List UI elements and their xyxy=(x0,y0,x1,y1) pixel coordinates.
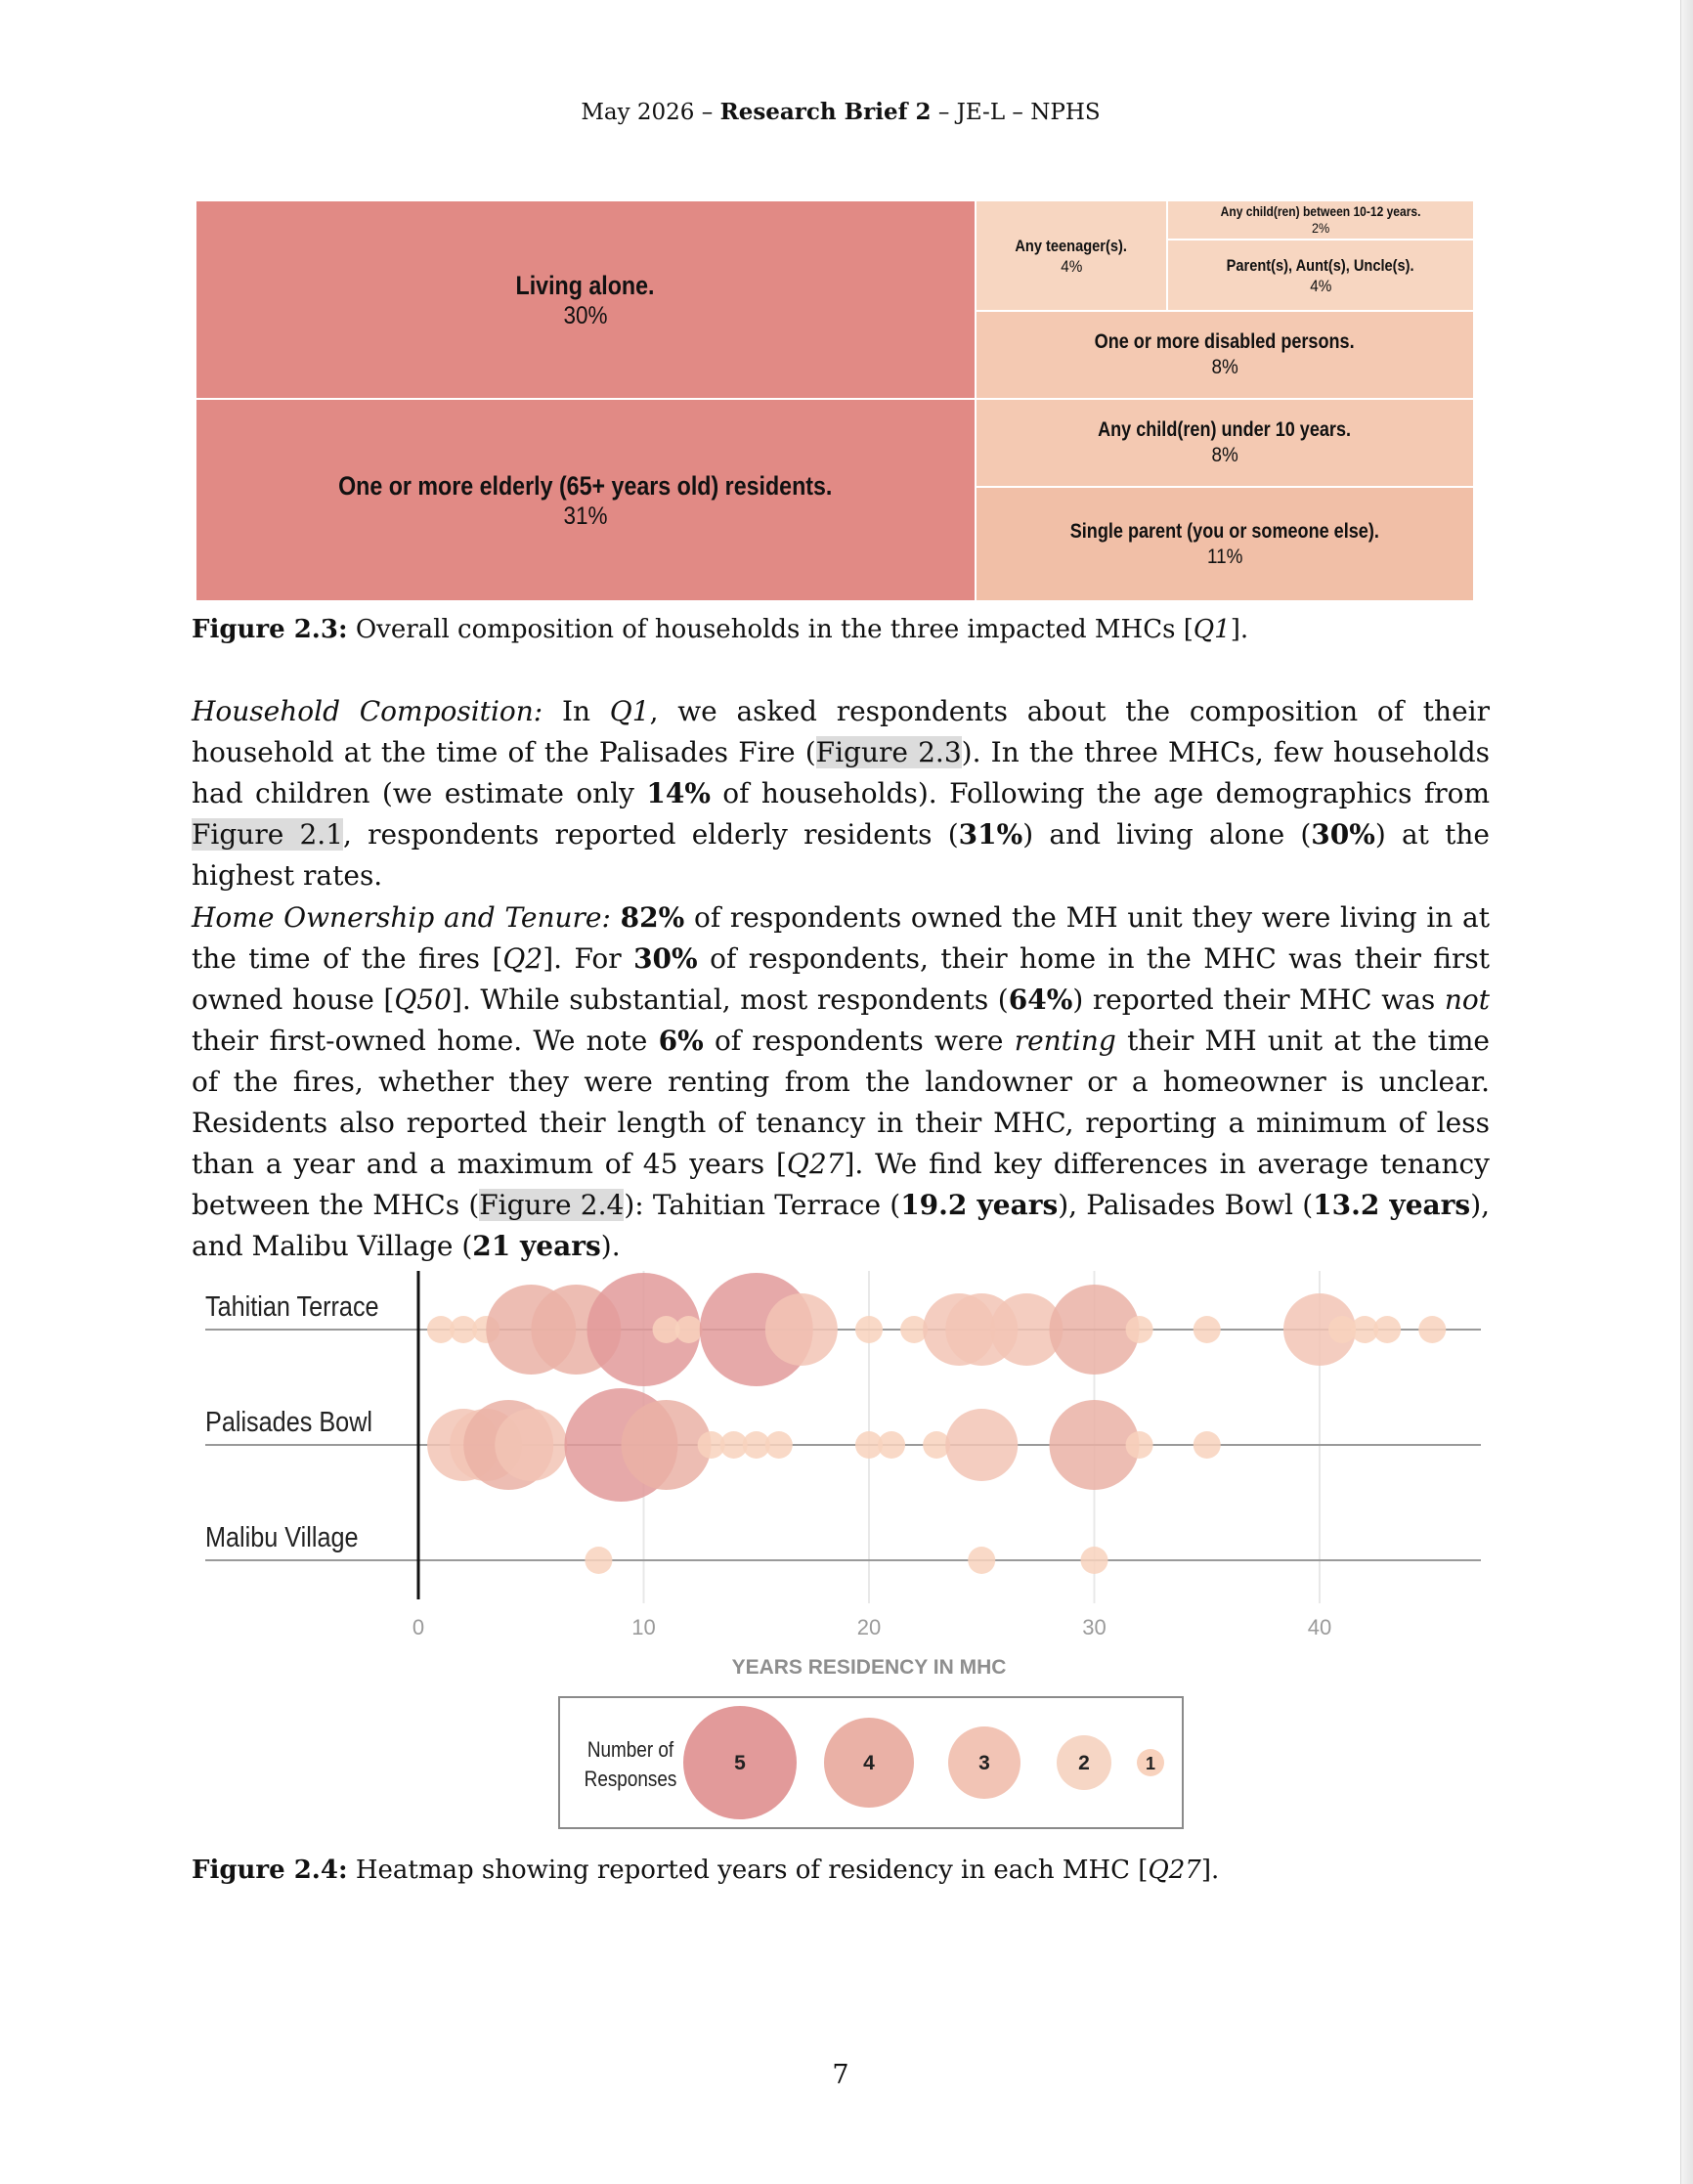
tile-label: Any teenager(s). xyxy=(1015,236,1128,255)
tile-label: Any child(ren) under 10 years. xyxy=(1098,418,1352,441)
para-text: ]. For xyxy=(543,942,634,975)
bubble-point xyxy=(1194,1316,1221,1343)
figure-link[interactable]: Figure 2.1 xyxy=(192,818,344,851)
emphasis: renting xyxy=(1014,1025,1116,1057)
legend-title: Number of Responses xyxy=(584,1737,677,1791)
legend-count-label: 5 xyxy=(734,1752,746,1774)
tile-value: 4% xyxy=(1060,256,1083,276)
stat-bold: 30% xyxy=(633,942,698,975)
tile-value: 8% xyxy=(1211,356,1238,378)
stat-bold: 21 years xyxy=(472,1230,601,1262)
caption-text-end: ]. xyxy=(1230,615,1249,644)
figure-link[interactable]: Figure 2.3 xyxy=(815,736,962,768)
para-lead: Home Ownership and Tenure: xyxy=(192,901,611,934)
bubble-point xyxy=(968,1547,995,1574)
para-text: of respondents, their home in the MHC was their first owned house [ xyxy=(192,942,1490,1016)
bubble-point xyxy=(1081,1547,1108,1574)
page-edge xyxy=(1680,0,1693,2184)
para-text: , respondents reported elderly residents ( xyxy=(343,818,959,851)
row-label: Malibu Village xyxy=(205,1520,359,1553)
tile-label: Single parent (you or someone else). xyxy=(1069,519,1380,543)
para-text: ]. While substantial, most respondents ( xyxy=(451,983,1009,1016)
household-composition-treemap xyxy=(195,199,1475,602)
tile-value: 11% xyxy=(1206,545,1243,568)
tile-label: Living alone. xyxy=(516,270,655,300)
figure-2-4-caption xyxy=(192,1854,1219,1887)
para-text: ). xyxy=(600,1230,621,1262)
treemap-tile-children-under-10 xyxy=(975,398,1475,488)
stat-bold: 19.2 years xyxy=(900,1189,1059,1221)
row-label: Palisades Bowl xyxy=(205,1405,373,1438)
treemap-tile-children-10-12 xyxy=(1166,199,1475,240)
home-ownership-paragraph xyxy=(192,897,1490,1267)
bubble-point xyxy=(878,1431,905,1459)
question-ref: Q1 xyxy=(609,695,650,727)
figure-link[interactable]: Figure 2.4 xyxy=(479,1189,625,1221)
tile-value: 2% xyxy=(1311,220,1330,236)
legend-count-label: 1 xyxy=(1145,1754,1156,1773)
bubble-point xyxy=(1194,1431,1221,1459)
legend-count-label: 4 xyxy=(863,1752,875,1774)
tile-label: One or more disabled persons. xyxy=(1095,330,1355,353)
stat-bold: 64% xyxy=(1008,983,1073,1016)
treemap-tile-disabled xyxy=(975,310,1475,400)
header-date: May 2026 – xyxy=(581,100,714,125)
x-tick-label: 20 xyxy=(856,1615,882,1639)
bubble-point xyxy=(765,1431,793,1459)
legend-svg xyxy=(560,1698,1182,1827)
caption-label: Figure 2.3: xyxy=(192,615,348,644)
legend-count-label: 3 xyxy=(978,1752,990,1774)
bubble-chart-svg xyxy=(186,1251,1505,1701)
tile-value: 30% xyxy=(563,301,608,329)
row-label: Tahitian Terrace xyxy=(205,1289,379,1323)
emphasis: not xyxy=(1444,983,1490,1016)
figure-2-3-caption xyxy=(192,613,1248,646)
caption-label: Figure 2.4: xyxy=(192,1856,348,1885)
stat-bold: 6% xyxy=(658,1025,704,1057)
para-text: of households). Following the age demographics from xyxy=(710,777,1490,809)
para-text: In xyxy=(543,695,610,727)
para-text: their MH unit at the time of the fires, whether they were renting from the landowner or a homeowner is unclear. Residents also reported their length of tenancy in their MHC, reporting a minimum of less than a year and a maximum of 45 years [ xyxy=(192,1025,1490,1180)
treemap-tile-parents-relatives xyxy=(1166,239,1475,312)
bubble-point xyxy=(675,1316,703,1343)
x-tick-label: 30 xyxy=(1082,1615,1107,1639)
caption-text: Heatmap showing reported years of residency in each MHC [ xyxy=(355,1856,1149,1885)
household-composition-paragraph xyxy=(192,691,1490,896)
header-brief: Research Brief 2 xyxy=(719,99,932,125)
caption-text-end: ]. xyxy=(1200,1856,1220,1885)
para-text: ), and Malibu Village ( xyxy=(192,1189,1491,1262)
tile-label: Any child(ren) between 10-12 years. xyxy=(1220,203,1421,219)
stat-bold: 31% xyxy=(958,818,1023,851)
bubble-point xyxy=(945,1409,1018,1481)
tile-label: Parent(s), Aunt(s), Uncle(s). xyxy=(1227,255,1414,275)
tile-value: 31% xyxy=(563,502,608,530)
bubble-point xyxy=(765,1293,838,1366)
para-text: ]. We find key differences in average tenancy between the MHCs ( xyxy=(192,1148,1491,1221)
x-tick-label: 10 xyxy=(631,1615,656,1639)
bubble-point xyxy=(855,1316,883,1343)
caption-question: Q27 xyxy=(1148,1856,1201,1885)
question-ref: Q2 xyxy=(502,942,543,975)
caption-text: Overall composition of households in the three impacted MHCs [ xyxy=(355,615,1194,644)
bubble-point xyxy=(1418,1316,1446,1343)
para-text: ). In the three MHCs, few households had children (we estimate only xyxy=(192,736,1490,809)
stat-bold: 14% xyxy=(646,777,711,809)
bubble-point xyxy=(1126,1316,1153,1343)
x-axis-title: YEARS RESIDENCY IN MHC xyxy=(731,1656,1007,1679)
x-tick-label: 40 xyxy=(1307,1615,1332,1639)
treemap-tile-single-parent xyxy=(975,486,1475,602)
bubble-size-legend xyxy=(558,1696,1184,1829)
question-ref: Q50 xyxy=(394,983,452,1016)
para-text: ) and living alone ( xyxy=(1022,818,1312,851)
para-text: their first-owned home. We note xyxy=(192,1025,659,1057)
caption-question: Q1 xyxy=(1193,615,1231,644)
page-number: 7 xyxy=(832,2060,849,2090)
para-text: of respondents owned the MH unit they were living in at the time of the fires [ xyxy=(192,901,1490,975)
para-text: ): Tahitian Terrace ( xyxy=(624,1189,901,1221)
treemap-tile-living-alone xyxy=(195,199,977,400)
tile-label: One or more elderly (65+ years old) residents. xyxy=(338,470,833,501)
para-lead: Household Composition: xyxy=(192,695,543,727)
stat-bold: 30% xyxy=(1311,818,1375,851)
bubble-point xyxy=(495,1409,567,1481)
para-text: ) reported their MHC was xyxy=(1072,983,1445,1016)
treemap-tile-elderly xyxy=(195,398,977,602)
legend-count-label: 2 xyxy=(1078,1752,1090,1774)
stat-bold: 13.2 years xyxy=(1313,1189,1471,1221)
header-rest: – JE-L – NPHS xyxy=(937,100,1101,125)
question-ref: Q27 xyxy=(786,1148,845,1180)
tile-value: 4% xyxy=(1309,276,1332,295)
para-text: ) at the highest rates. xyxy=(192,818,1490,892)
bubble-point xyxy=(1126,1431,1153,1459)
para-text: , we asked respondents about the composition of their household at the time of the Palisades Fire ( xyxy=(192,695,1490,768)
treemap-tile-teenagers xyxy=(975,199,1168,312)
tile-value: 8% xyxy=(1211,444,1238,466)
bubble-point xyxy=(585,1547,612,1574)
para-text: ), Palisades Bowl ( xyxy=(1058,1189,1314,1221)
stat-bold: 82% xyxy=(620,901,685,934)
para-text: of respondents were xyxy=(703,1025,1015,1057)
x-tick-label: 0 xyxy=(412,1615,425,1639)
page-header xyxy=(0,98,1681,127)
bubble-point xyxy=(1373,1316,1401,1343)
para-text xyxy=(611,901,621,934)
